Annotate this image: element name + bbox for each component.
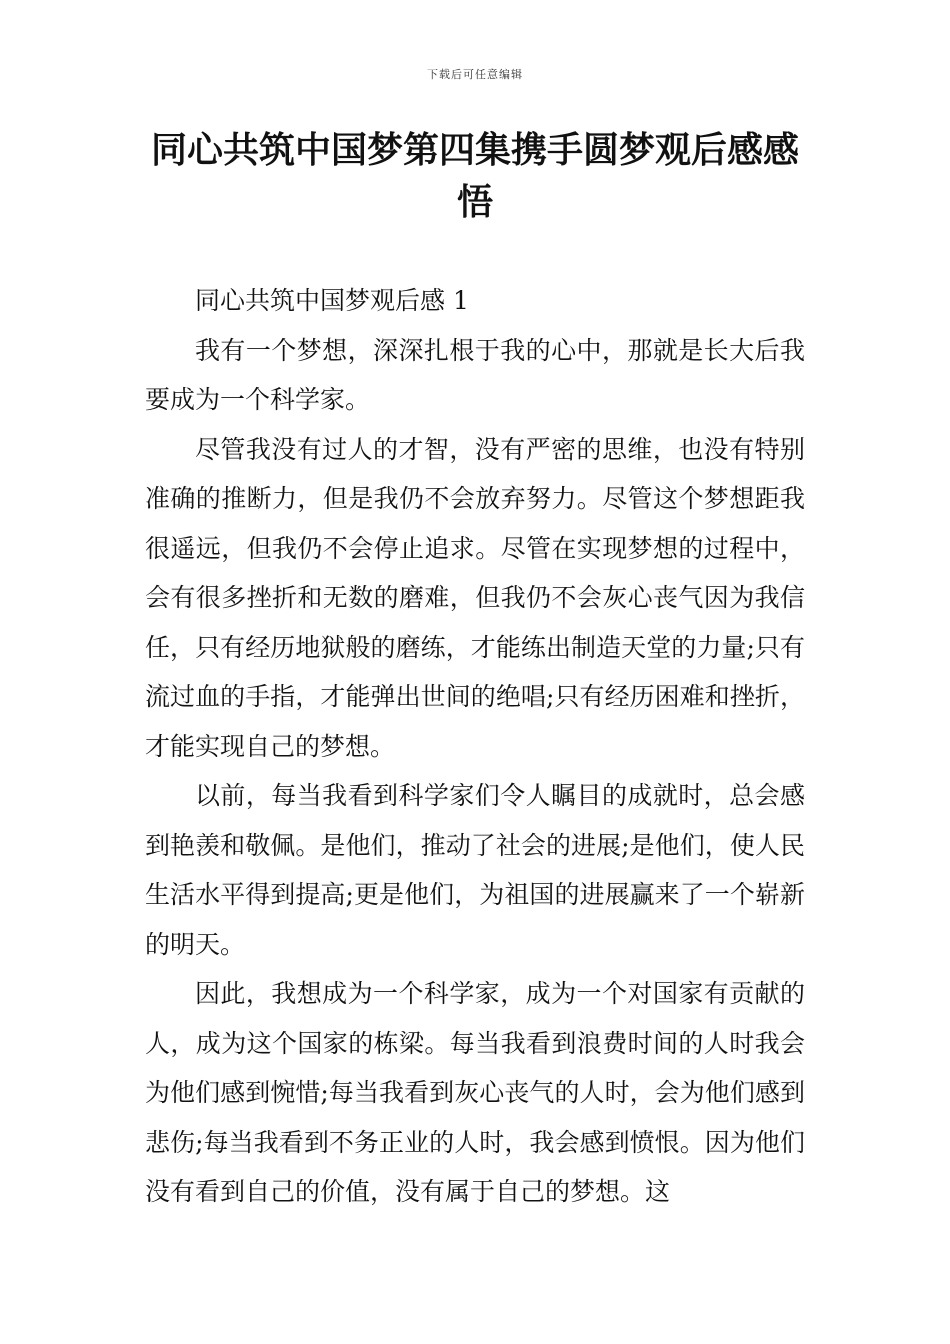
paragraph: 因此，我想成为一个科学家，成为一个对国家有贡献的人，成为这个国家的栋梁。每当我看到浪费时间的人时我会为他们感到惋惜;每当我看到灰心丧气的人时，会为他们感到悲伤;每当我看到不务正业的人时，我会感到愤恨。因为他们没有看到自己的价值，没有属于自己的梦想。这 <box>145 979 805 1206</box>
document-title: 同心共筑中国梦第四集携手圆梦观后感感悟 <box>150 130 799 223</box>
download-note: 下载后可任意编辑 <box>427 68 523 81</box>
paragraph: 以前，每当我看到科学家们令人瞩目的成就时，总会感到艳羡和敬佩。是他们，推动了社会的进展;是他们，使人民生活水平得到提高;更是他们，为祖国的进展赢来了一个崭新的明天。 <box>145 781 805 959</box>
paragraph: 尽管我没有过人的才智，没有严密的思维，也没有特别准确的推断力，但是我仍不会放弃努力。尽管这个梦想距我很遥远，但我仍不会停止追求。尽管在实现梦想的过程中，会有很多挫折和无数的磨难，但我仍不会灰心丧气因为我信任，只有经历地狱般的磨练，才能练出制造天堂的力量;只有流过血的手指，才能弹出世间的绝唱;只有经历困难和挫折，才能实现自己的梦想。 <box>145 434 805 761</box>
section-heading: 同心共筑中国梦观后感 1 <box>195 286 469 315</box>
paragraph: 我有一个梦想，深深扎根于我的心中，那就是长大后我要成为一个科学家。 <box>145 335 805 414</box>
document-body <box>145 276 805 1217</box>
